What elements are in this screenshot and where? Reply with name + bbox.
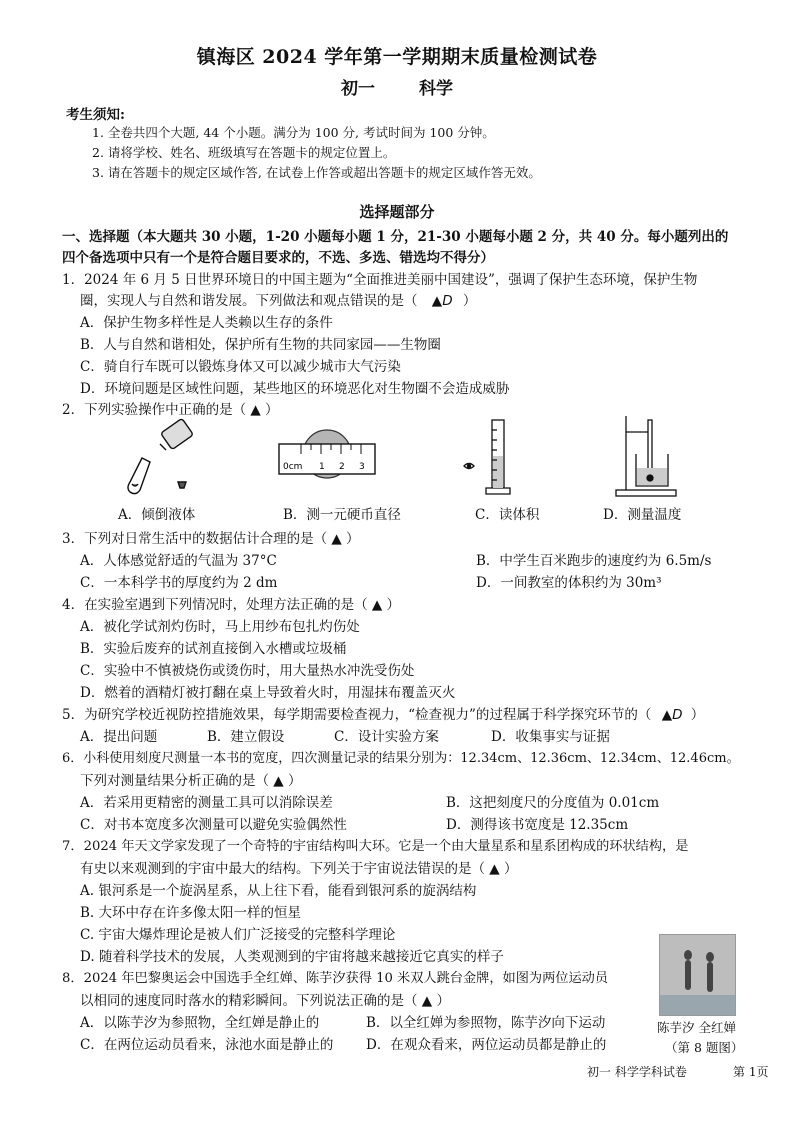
figure-caption: （第 8 题图） (665, 1040, 744, 1055)
q2-option-b: B．测一元硬币直径 (283, 507, 401, 523)
notice-item-2: 2. 请将学校、姓名、班级填写在答题卡的规定位置上。 (92, 145, 396, 160)
divers-photo (659, 934, 736, 1016)
q5-stem-line (62, 703, 704, 723)
q7-stem-line1: 7．2024 年天文学家发现了一个奇特的宇宙结构叫大环。它是一个由大量星系和星系团构成的环状结构，是 (62, 839, 689, 854)
q1-option-c: C．骑自行车既可以锻炼身体又可以减少城市大气污染 (80, 359, 401, 375)
handwritten-answer: D (442, 293, 453, 309)
ruler-tick-2: 2 (339, 462, 345, 472)
q6-stem-line2: 下列对测量结果分析正确的是（ ▲ ） (80, 773, 302, 789)
q7-option-a: A. 银河系是一个旋涡星系，从上往下看，能看到银河系的旋涡结构 (80, 883, 477, 899)
q1-option-d: D．环境问题是区域性问题，某些地区的环境恶化对生物圈不会造成威胁 (80, 381, 510, 397)
q8-option-b: B．以全红婵为参照物，陈芋汐向下运动 (366, 1015, 606, 1031)
thermometer-stand-figure (612, 412, 682, 498)
q1-stem-line1: 1．2024 年 6 月 5 日世界环境日的中国主题为“全面推进美丽中国建设”，强调了保护生态环境，保护生物 (62, 272, 698, 288)
q1-stem-text: 圈，实现人与自然和谐发展。下列做法和观点错误的是（ (80, 293, 418, 309)
q4-stem: 4．在实验室遇到下列情况时，处理方法正确的是（ ▲ ） (62, 597, 401, 613)
q8-stem-line2: 以相同的速度同时落水的精彩瞬间。下列说法正确的是（ ▲ ） (80, 993, 450, 1009)
q4-option-c: C．实验中不慎被烧伤或烫伤时，用大量热水冲洗受伤处 (80, 663, 415, 679)
pouring-liquid-figure (120, 418, 210, 498)
q5-option-b: B．建立假设 (207, 729, 285, 745)
q5-option-d: D．收集事实与证据 (491, 729, 610, 745)
q6-stem-line1: 6．小科使用刻度尺测量一本书的宽度，四次测量记录的结果分别为：12.34cm、12.36cm、12.34cm、12.46cm。 (62, 751, 740, 766)
answer-mark: ▲ (661, 707, 673, 723)
q3-option-a: A．人体感觉舒适的气温为 37°C (80, 553, 277, 569)
answer-mark: ▲ (431, 293, 443, 309)
graduated-cylinder-figure (460, 416, 520, 498)
q1-option-a: A．保护生物多样性是人类赖以生存的条件 (80, 315, 333, 331)
ruler-tick-1: 1 (319, 462, 325, 472)
q7-option-b: B. 大环中存在许多像太阳一样的恒星 (80, 905, 302, 921)
section-title: 选择题部分 (359, 203, 435, 221)
q1-option-b: B．人与自然和谐相处，保护所有生物的共同家园——生物圈 (80, 337, 441, 353)
notice-item-1: 1. 全卷共四个大题, 44 个小题。满分为 100 分, 考试时间为 100 分钟。 (92, 125, 495, 140)
q6-option-b: B．这把刻度尺的分度值为 0.01cm (446, 795, 660, 811)
q4-option-a: A．被化学试剂灼伤时，马上用纱布包扎灼伤处 (80, 619, 360, 635)
q5-option-a: A．提出问题 (80, 729, 158, 745)
photo-label: 陈芋汐 全红婵 (657, 1020, 736, 1035)
ruler-coin-figure (277, 424, 377, 484)
q2-stem: 2．下列实验操作中正确的是（ ▲ ） (62, 402, 279, 418)
q8-option-a: A．以陈芋汐为参照物，全红婵是静止的 (80, 1015, 320, 1031)
footer-subject: 初一 科学学科试卷 (587, 1065, 687, 1079)
ruler-tick-3: 3 (359, 462, 365, 472)
q7-option-d: D. 随着科学技术的发展，人类观测到的宇宙将越来越接近它真实的样子 (80, 949, 504, 965)
q2-option-a: A．倾倒液体 (118, 507, 196, 523)
q7-stem-line2: 有史以来观测到的宇宙中最大的结构。下列关于宇宙说法错误的是（ ▲ ） (80, 861, 518, 877)
q6-option-c: C．对书本宽度多次测量可以避免实验偶然性 (80, 817, 347, 833)
q5-option-c: C．设计实验方案 (334, 729, 439, 745)
q8-option-d: D．在观众看来，两位运动员都是静止的 (366, 1037, 607, 1053)
q4-option-d: D．燃着的酒精灯被打翻在桌上导致着火时，用湿抹布覆盖灭火 (80, 685, 456, 701)
divers-illustration (660, 935, 735, 1015)
q2-option-d: D．测量温度 (603, 507, 682, 523)
q5-close-paren: ） (690, 707, 705, 723)
part1-instruction-line1: 一、选择题（本大题共 30 小题，1-20 小题每小题 1 分，21-30 小题每小题 2 分，共 40 分。每小题列出的 (62, 229, 729, 245)
q4-option-b: B．实验后废弃的试剂直接倒入水槽或垃圾桶 (80, 641, 347, 657)
q3-option-b: B．中学生百米跑步的速度约为 6.5m/s (476, 553, 712, 569)
q1-stem-line2 (80, 289, 476, 309)
q1-close-paren: ） (462, 293, 477, 309)
q3-stem: 3．下列对日常生活中的数据估计合理的是（ ▲ ） (62, 531, 360, 547)
q3-option-c: C．一本科学书的厚度约为 2 dm (80, 575, 278, 591)
grade-label: 初一 (341, 79, 375, 99)
page-number: 第 1页 (733, 1065, 769, 1079)
q8-option-c: C．在两位运动员看来，泳池水面是静止的 (80, 1037, 334, 1053)
exam-subtitle (0, 74, 794, 99)
exam-title: 镇海区 2024 学年第一学期期末质量检测试卷 (196, 46, 598, 68)
notice-item-3: 3. 请在答题卡的规定区域作答, 在试卷上作答或超出答题卡的规定区域作答无效。 (92, 165, 541, 180)
part1-instruction-line2: 四个备选项中只有一个是符合题目要求的，不选、多选、错选均不得分） (62, 250, 494, 266)
q2-option-c: C．读体积 (475, 507, 540, 523)
subject-label: 科学 (419, 79, 453, 99)
handwritten-answer: D (672, 707, 683, 723)
notice-heading: 考生须知: (66, 107, 125, 123)
q7-option-c: C. 宇宙大爆炸理论是被人们广泛接受的完整科学理论 (80, 927, 396, 943)
q3-option-d: D．一间教室的体积约为 30m³ (476, 575, 662, 591)
q6-option-a: A．若采用更精密的测量工具可以消除误差 (80, 795, 333, 811)
ruler-tick-0: 0cm (283, 462, 303, 472)
q6-option-d: D．测得该书宽度是 12.35cm (446, 817, 629, 833)
q5-stem-text: 5．为研究学校近视防控措施效果，每学期需要检查视力，“检查视力”的过程属于科学探究环节的（ (62, 707, 652, 723)
q8-stem-line1: 8．2024 年巴黎奥运会中国选手全红婵、陈芋汐获得 10 米双人跳台金牌，如图为两位运动员 (62, 971, 609, 986)
